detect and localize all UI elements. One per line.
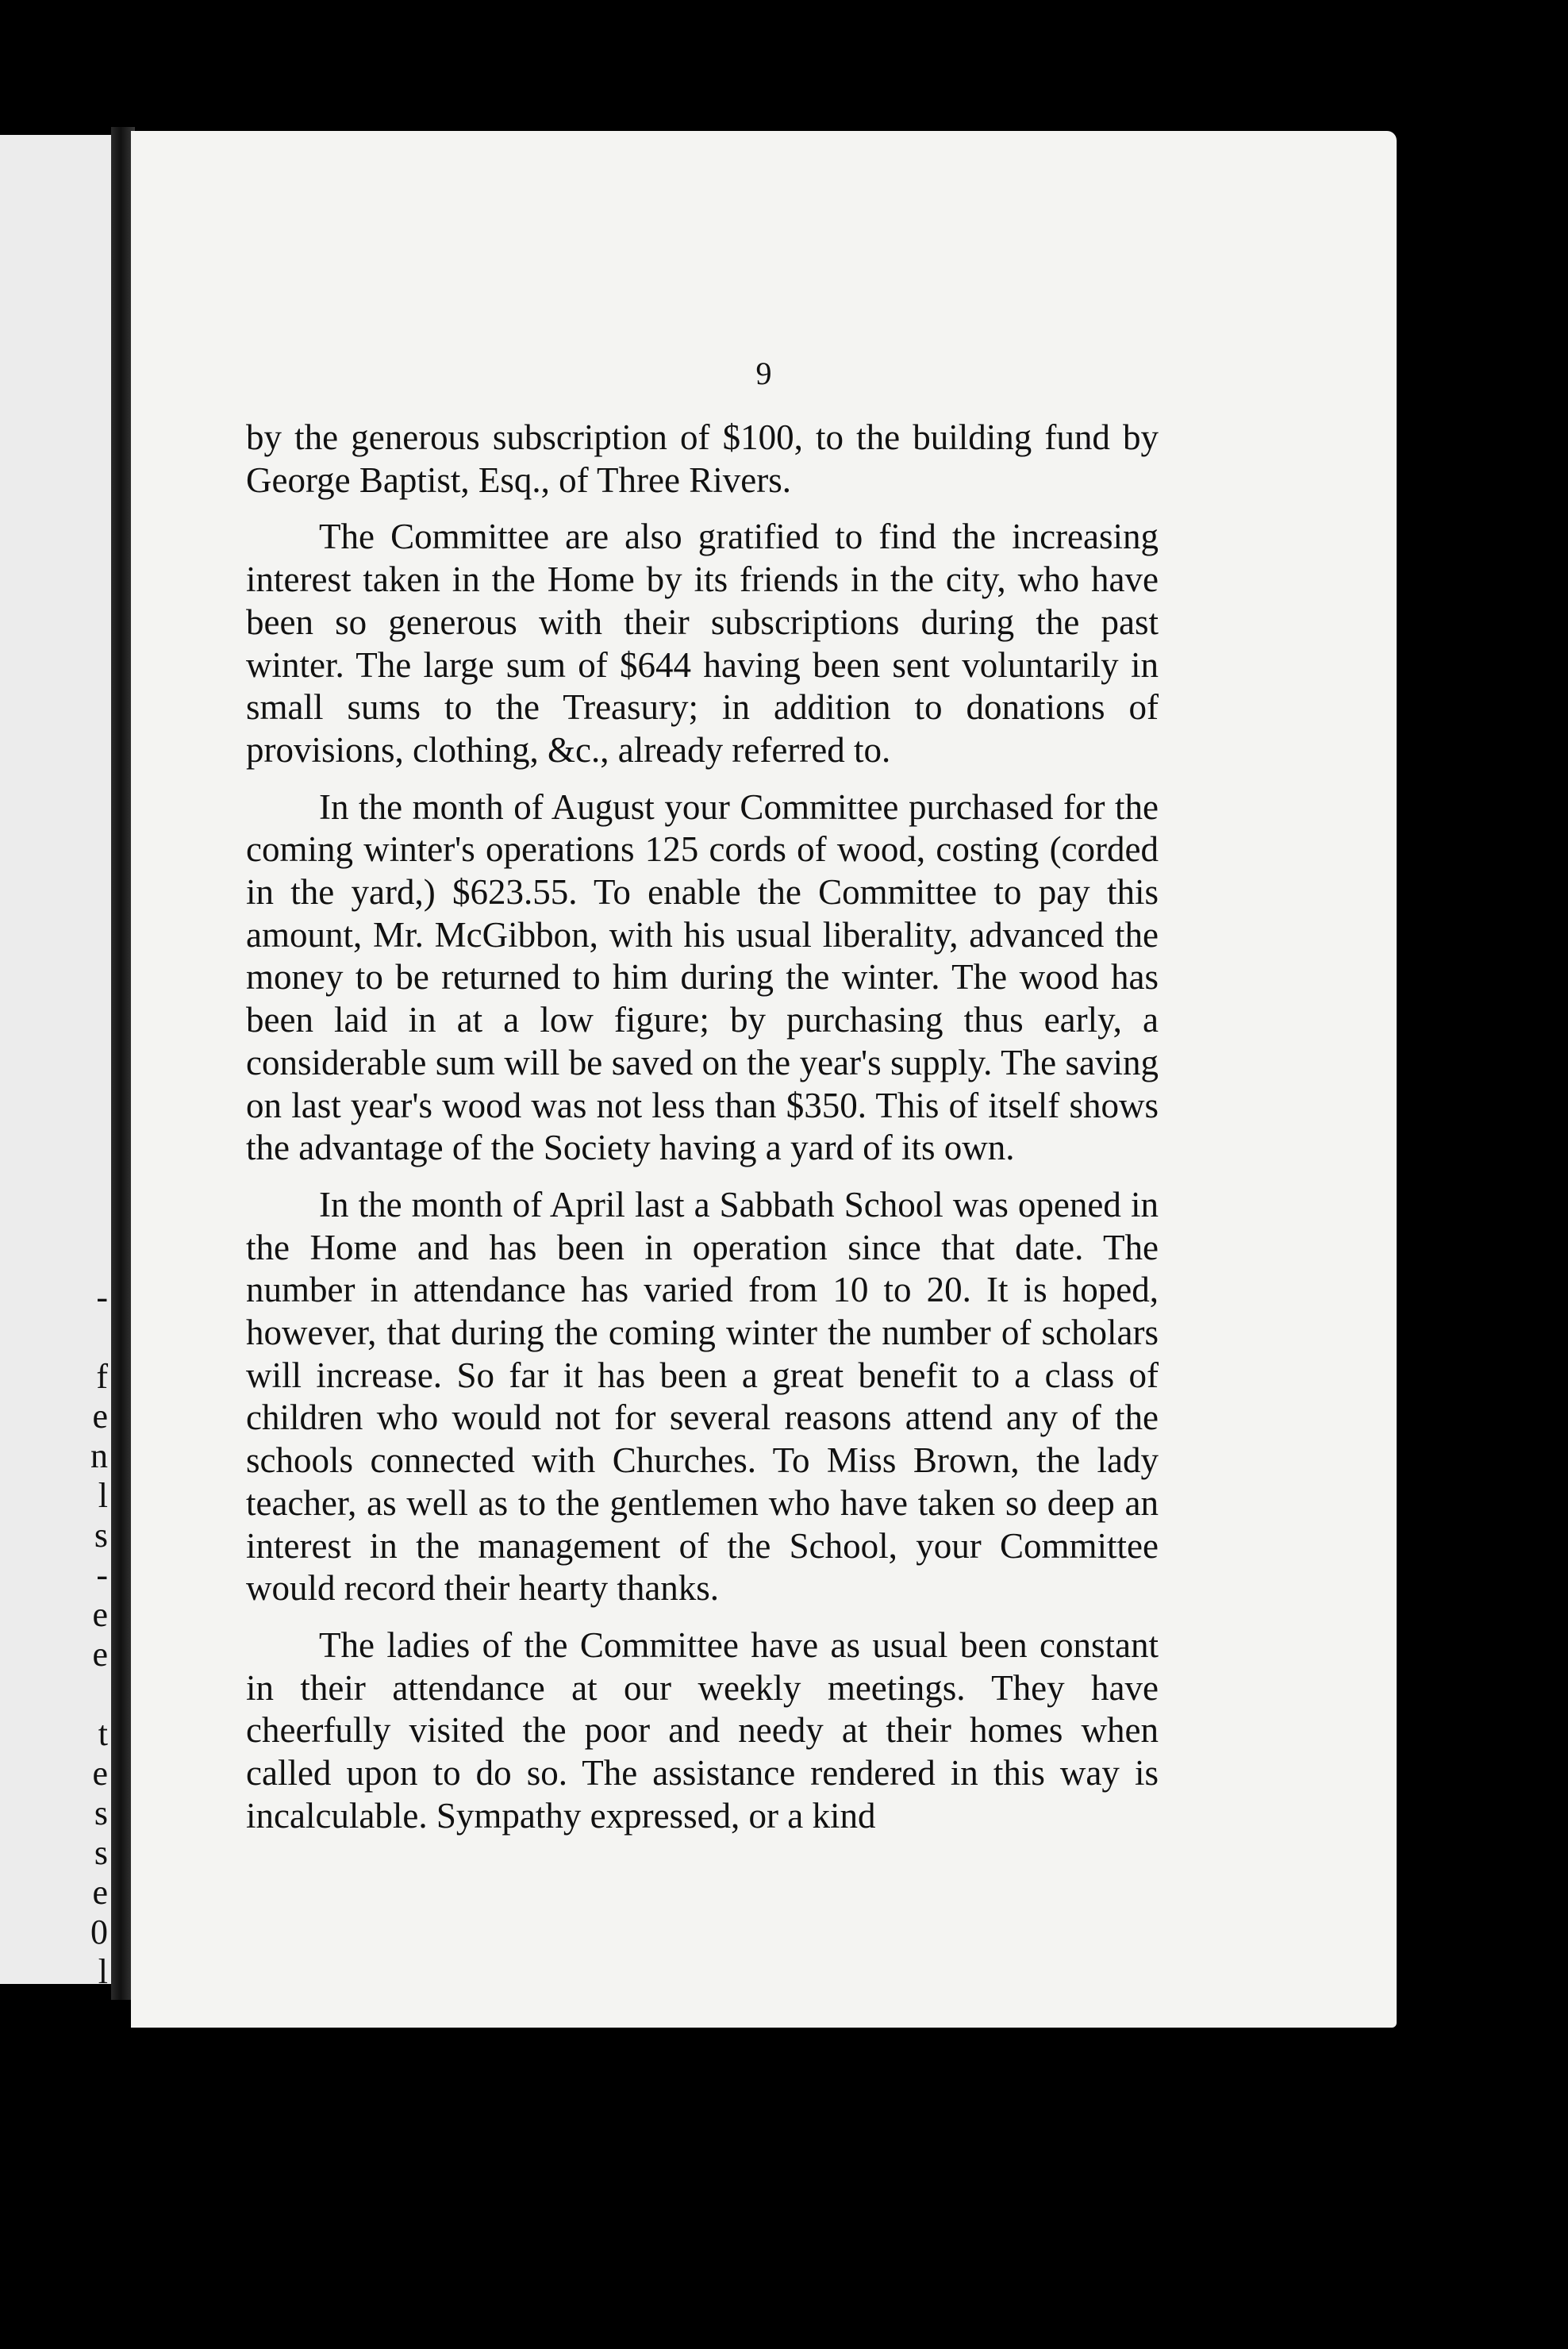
margin-char: - <box>96 1555 108 1594</box>
margin-char <box>0 1674 111 1714</box>
previous-page <box>0 135 119 1991</box>
margin-char: l <box>98 1952 108 1991</box>
margin-char: t <box>98 1714 108 1753</box>
margin-char: e <box>92 1397 108 1436</box>
margin-char: s <box>94 1516 108 1555</box>
margin-char: s <box>94 1793 108 1832</box>
page-number: 9 <box>755 356 772 391</box>
margin-char: e <box>92 1873 108 1912</box>
paragraph: In the month of April last a Sabbath School was opened in the Home and has been in operation since that date. The number in attendance has varied from 10 to 20. It is hoped, however, that during the coming winter the number of scholars will increase. So far it has been a great benefit to a class of children who would not for several reasons attend any of the schools connected with Churches. To Miss Brown, the lady teacher, as well as to the gentlemen who have taken so deep an interest in the management of the School, your Committee would record their hearty thanks. <box>246 1184 1159 1609</box>
margin-char: s <box>94 1833 108 1872</box>
document-page <box>131 131 1397 2028</box>
margin-char: e <box>92 1595 108 1634</box>
previous-page-margin-text <box>0 1278 111 1992</box>
margin-char: e <box>92 1754 108 1793</box>
margin-char: 0 <box>90 1913 108 1951</box>
margin-char: e <box>92 1635 108 1674</box>
margin-char: n <box>90 1436 108 1475</box>
margin-char: - <box>96 1278 108 1317</box>
paragraph: The Committee are also gratified to find the increasing interest taken in the Home by its friends in the city, who have been so generous with their subscriptions during the past winter. The large sum of $644 having been sent voluntarily in small sums to the Treasury; in addition to donations of provisions, clothing, &c., already referred to. <box>246 517 1159 770</box>
body-text <box>246 417 1159 1852</box>
paragraph: In the month of August your Committee purchased for the coming winter's operations 125 cords of wood, costing (corded in the yard,) $623.55. To enable the Committee to pay this amount, Mr. McGibbon, with his usual liberality, advanced the money to be returned to him during the winter. The wood has been laid in at a low figure; by purchasing thus early, a considerable sum will be saved on the year's supply. The saving on last year's wood was not less than $350. This of itself shows the advantage of the Society having a yard of its own. <box>246 786 1159 1168</box>
paragraph: by the generous subscription of $100, to the building fund by George Baptist, Esq., of Three Rivers. <box>246 417 1159 500</box>
paragraph: The ladies of the Committee have as usual been constant in their attendance at our weekly meetings. They have cheerfully visited the poor and needy at their homes when called upon to do so. The assistance rendered in this way is incalculable. Sympathy expressed, or a kind <box>246 1624 1159 1836</box>
margin-char <box>0 1317 111 1357</box>
margin-char: l <box>98 1476 108 1515</box>
margin-char: f <box>96 1357 108 1396</box>
